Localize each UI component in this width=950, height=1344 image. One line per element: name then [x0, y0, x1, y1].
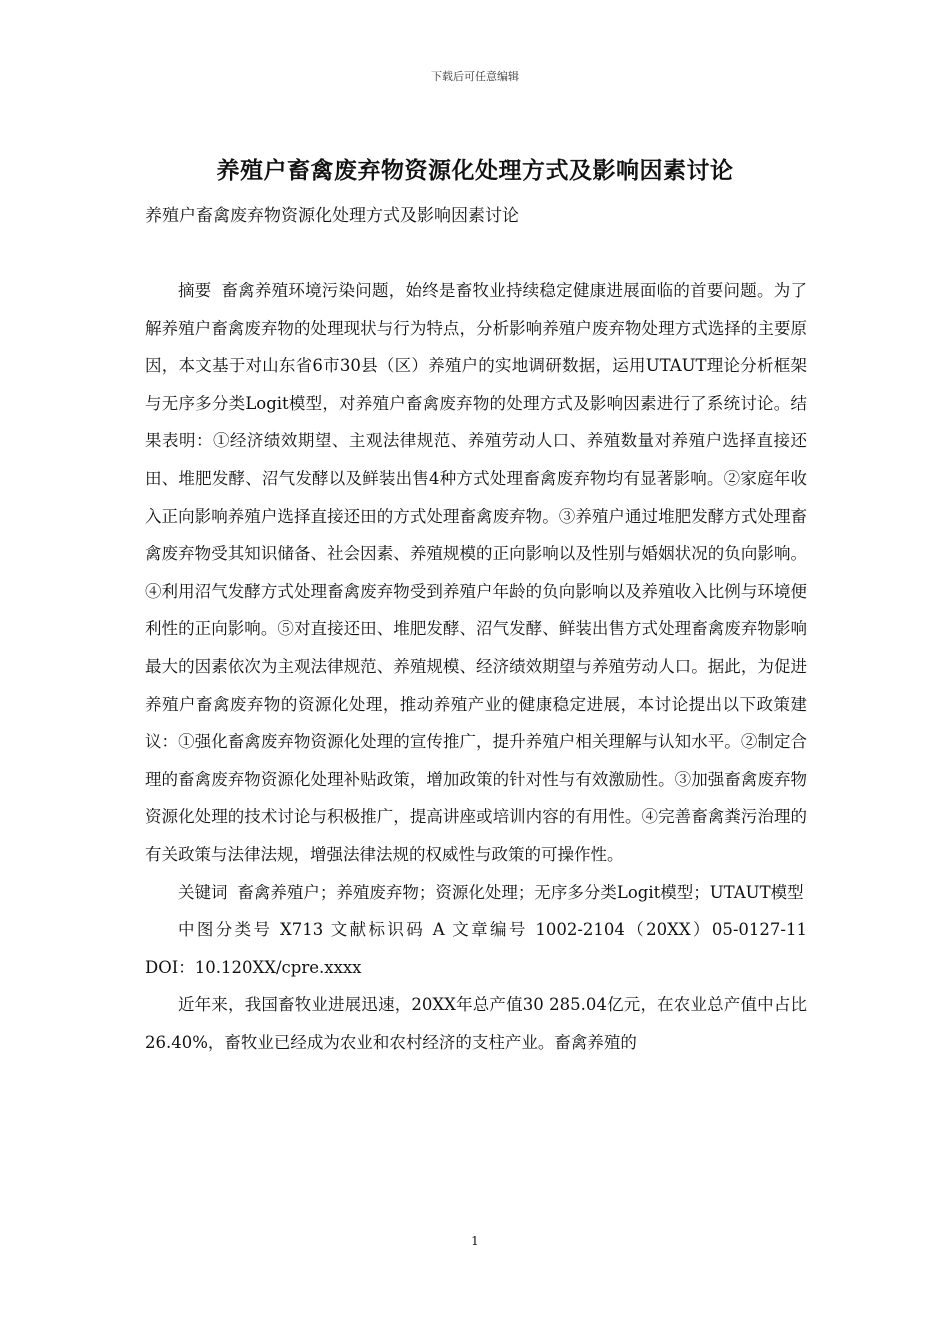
- classification-text: 中图分类号 X713 文献标识码 A 文章编号 1002-2104（20XX）05-0127-11 DOI：10.120XX/cpre.xxxx: [145, 920, 807, 977]
- abstract-paragraph: [145, 272, 807, 874]
- keywords-paragraph: [145, 874, 807, 912]
- abstract-label: 摘要: [178, 281, 212, 300]
- keywords-text: 畜禽养殖户；养殖废弃物；资源化处理；无序多分类Logit模型；UTAUT模型: [237, 882, 804, 902]
- document-body: [145, 272, 807, 1061]
- document-subtitle: 养殖户畜禽废弃物资源化处理方式及影响因素讨论: [145, 206, 519, 226]
- classification-paragraph: [145, 911, 807, 986]
- keywords-label: 关键词: [178, 882, 228, 902]
- intro-text: 近年来，我国畜牧业进展迅速，20XX年总产值30 285.04亿元，在农业总产值中占比26.40%，畜牧业已经成为农业和农村经济的支柱产业。畜禽养殖的: [145, 995, 807, 1052]
- page-number: 1: [471, 1234, 479, 1248]
- abstract-text: 畜禽养殖环境污染问题，始终是畜牧业持续稳定健康进展面临的首要问题。为了解养殖户畜禽废弃物的处理现状与行为特点，分析影响养殖户废弃物处理方式选择的主要原因，本文基于对山东省6市30县（区）养殖户的实地调研数据，运用UTAUT理论分析框架与无序多分类Logit模型，对养殖户畜禽废弃物的处理方式及影响因素进行了系统讨论。结果表明：①经济绩效期望、主观法律规范、养殖劳动人口、养殖数量对养殖户选择直接还田、堆肥发酵、沼气发酵以及鲜装出售4种方式处理畜禽废弃物均有显著影响。②家庭年收入正向影响养殖户选择直接还田的方式处理畜禽废弃物。③养殖户通过堆肥发酵方式处理畜禽废弃物受其知识储备、社会因素、养殖规模的正向影响以及性别与婚姻状况的负向影响。④利用沼气发酵方式处理畜禽废弃物受到养殖户年龄的负向影响以及养殖收入比例与环境便利性的正向影响。⑤对直接还田、堆肥发酵、沼气发酵、鲜装出售方式处理畜禽废弃物影响最大的因素依次为主观法律规范、养殖规模、经济绩效期望与养殖劳动人口。据此，为促进养殖户畜禽废弃物的资源化处理，推动养殖产业的健康稳定进展，本讨论提出以下政策建议：①强化畜禽废弃物资源化处理的宣传推广，提升养殖户相关理解与认知水平。②制定合理的畜禽废弃物资源化处理补贴政策，增加政策的针对性与有效激励性。③加强畜禽废弃物资源化处理的技术讨论与积极推广，提高讲座或培训内容的有用性。④完善畜禽粪污治理的有关政策与法律法规，增强法律法规的权威性与政策的可操作性。: [145, 281, 808, 864]
- header-note: 下载后可任意编辑: [431, 70, 519, 83]
- intro-paragraph: [145, 986, 807, 1061]
- document-title: 养殖户畜禽废弃物资源化处理方式及影响因素讨论: [216, 158, 734, 184]
